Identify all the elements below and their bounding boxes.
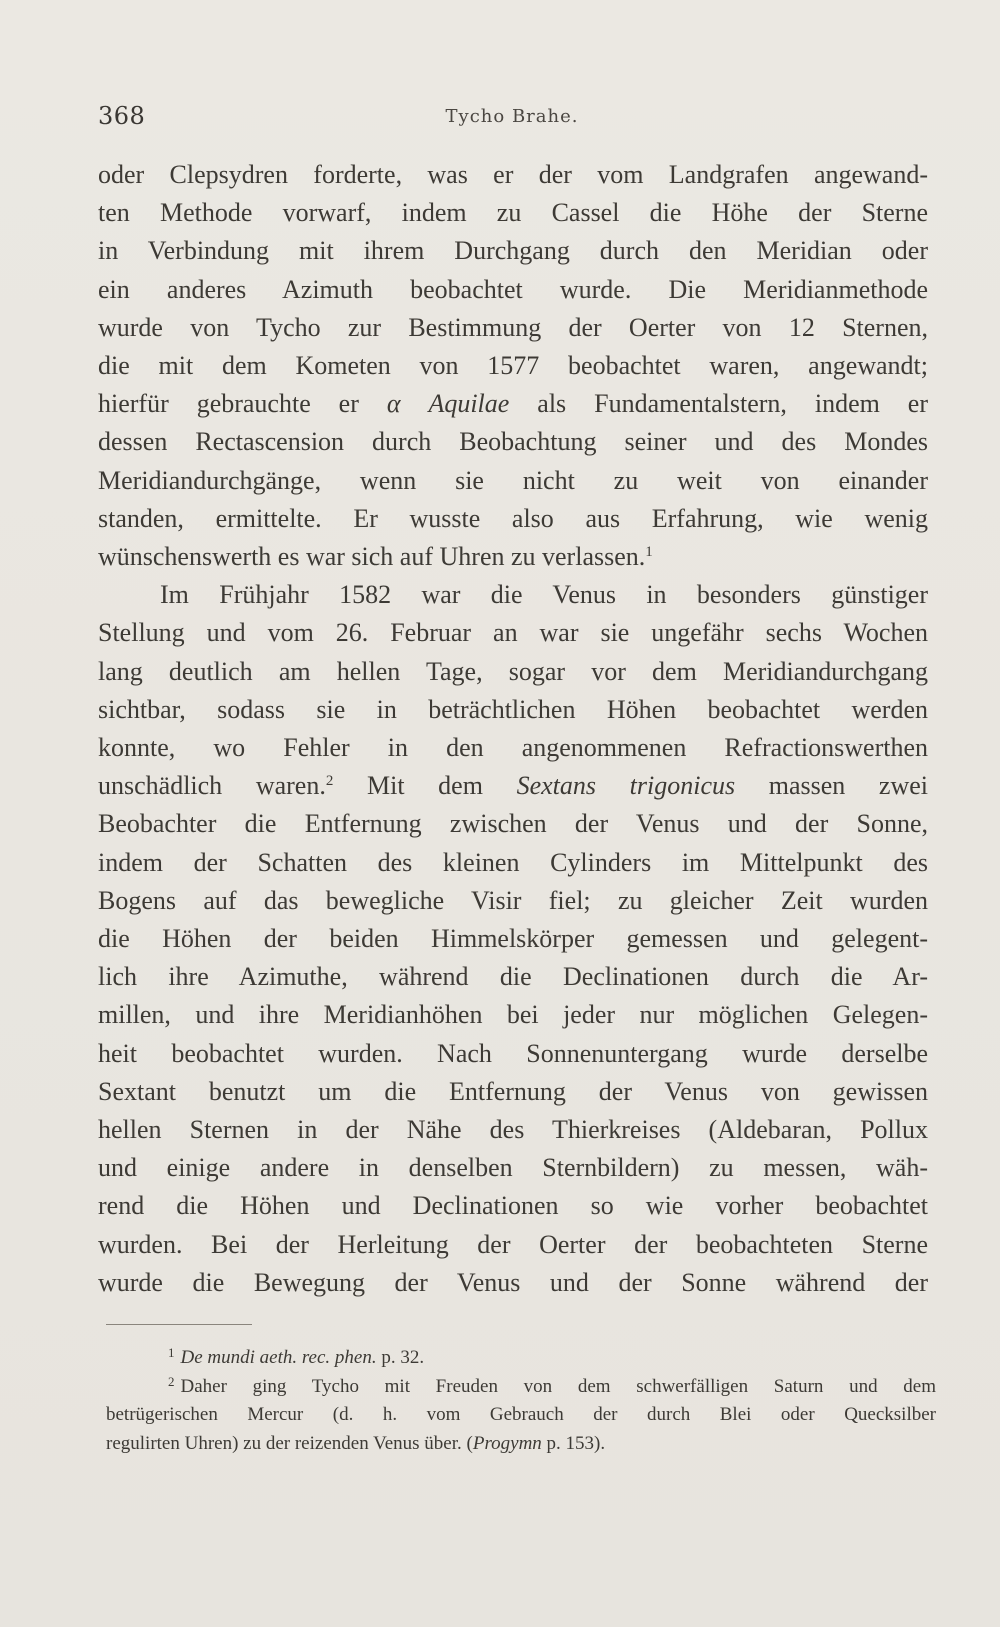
text-segment: hierfür gebrauchte er xyxy=(98,389,359,419)
text-line: heit beobachtet wurden. Nach Sonnenuntergang wurde derselbe xyxy=(98,1038,928,1068)
footnote-divider xyxy=(106,1324,252,1325)
text-line: wurde die Bewegung der Venus und der Sonne während der xyxy=(98,1267,928,1297)
text-line: lang deutlich am hellen Tage, sogar vor dem Meridiandurchgang xyxy=(98,656,928,686)
text-line: und einige andere in denselben Sternbildern) zu messen, wäh- xyxy=(98,1153,928,1183)
text-line: konnte, wo Fehler in den angenommenen Refractionswerthen xyxy=(98,733,928,763)
running-head: Tycho Brahe. xyxy=(445,106,579,127)
text-segment: Mit dem xyxy=(366,771,483,801)
footnote-1 xyxy=(106,1344,936,1373)
cited-page: p. 32. xyxy=(381,1347,425,1368)
footnote-mark: 1 xyxy=(168,1345,175,1360)
text-line: Beobachter die Entfernung zwischen der Venus und der Sonne, xyxy=(98,809,928,839)
text-line: die Höhen der beiden Himmelskörper gemessen und gelegent- xyxy=(98,924,928,954)
footnote-2-line xyxy=(106,1373,936,1402)
text-line xyxy=(98,538,928,576)
cited-title-italic: De mundi aeth. rec. phen. xyxy=(180,1347,377,1368)
text-line: Sextant benutzt um die Entfernung der Venus von gewissen xyxy=(98,1076,928,1106)
text-line: ten Methode vorwarf, indem zu Cassel die Höhe der Sterne xyxy=(98,198,928,228)
text-line: wurde von Tycho zur Bestimmung der Oerter von 12 Sternen, xyxy=(98,312,928,342)
text-line: Bogens auf das bewegliche Visir fiel; zu gleicher Zeit wurden xyxy=(98,885,928,915)
footnotes xyxy=(106,1344,936,1458)
text-line: dessen Rectascension durch Beobachtung seiner und des Mondes xyxy=(98,427,928,457)
footnote-2-line xyxy=(106,1430,936,1459)
text-line: indem der Schatten des kleinen Cylinders im Mittelpunkt des xyxy=(98,847,928,877)
text-line: Stellung und vom 26. Februar an war sie ungefähr sechs Wochen xyxy=(98,618,928,648)
footnote-mark: 2 xyxy=(168,1373,175,1389)
text-line: oder Clepsydren forderte, was er der vom Landgrafen angewand- xyxy=(98,160,928,189)
text-line: rend die Höhen und Declinationen so wie vorher beobachtet xyxy=(98,1191,928,1221)
text-line: Im Frühjahr 1582 war die Venus in besonders günstiger xyxy=(160,580,928,610)
text-line: millen, und ihre Meridianhöhen bei jeder nur möglichen Gelegen- xyxy=(98,1000,928,1030)
page-header xyxy=(98,102,926,138)
text-line: standen, ermittelte. Er wusste also aus Erfahrung, wie wenig xyxy=(98,503,928,533)
text-line: lich ihre Azimuthe, während die Declinationen durch die Ar- xyxy=(98,962,928,992)
text-segment: unschädlich waren. xyxy=(98,771,326,801)
text-line: wurden. Bei der Herleitung der Oerter der beobachteten Sterne xyxy=(98,1229,928,1259)
text-segment: wünschenswerth es war sich auf Uhren zu verlassen. xyxy=(98,542,646,572)
footnote-text: p. 153). xyxy=(546,1432,606,1454)
footnote-text: regulirten Uhren) zu der reizenden Venus über. ( xyxy=(106,1432,473,1454)
text-line: ein anderes Azimuth beobachtet wurde. Die Meridianmethode xyxy=(98,274,928,304)
footnote-2-line: betrügerischen Mercur (d. h. vom Gebrauch der durch Blei oder Quecksilber xyxy=(106,1404,936,1425)
text-line: Meridiandurchgänge, wenn sie nicht zu weit von einander xyxy=(98,465,928,495)
text-line: sichtbar, sodass sie in beträchtlichen Höhen beobachtet werden xyxy=(98,694,928,724)
text-line: hellen Sternen in der Nähe des Thierkreises (Aldebaran, Pollux xyxy=(98,1115,928,1145)
text-line: in Verbindung mit ihrem Durchgang durch den Meridian oder xyxy=(98,236,928,266)
body-text xyxy=(98,156,928,1302)
instrument-name-italic: Sextans trigonicus xyxy=(516,771,736,801)
text-line: die mit dem Kometen von 1577 beobachtet waren, angewandt; xyxy=(98,351,928,381)
text-line xyxy=(98,385,928,423)
footnote-ref-2: 2 xyxy=(325,773,334,790)
page-number: 368 xyxy=(98,102,146,130)
star-name-italic: α Aquilae xyxy=(386,389,510,419)
footnote-text: Daher ging Tycho mit Freuden von dem schwerfälligen Saturn und dem xyxy=(180,1375,936,1397)
footnote-ref-1: 1 xyxy=(645,544,653,561)
text-line xyxy=(98,767,928,805)
text-segment: als Fundamentalstern, indem er xyxy=(537,389,928,419)
cited-title-italic: Progymn xyxy=(472,1432,542,1454)
text-segment: massen zwei xyxy=(768,771,929,801)
